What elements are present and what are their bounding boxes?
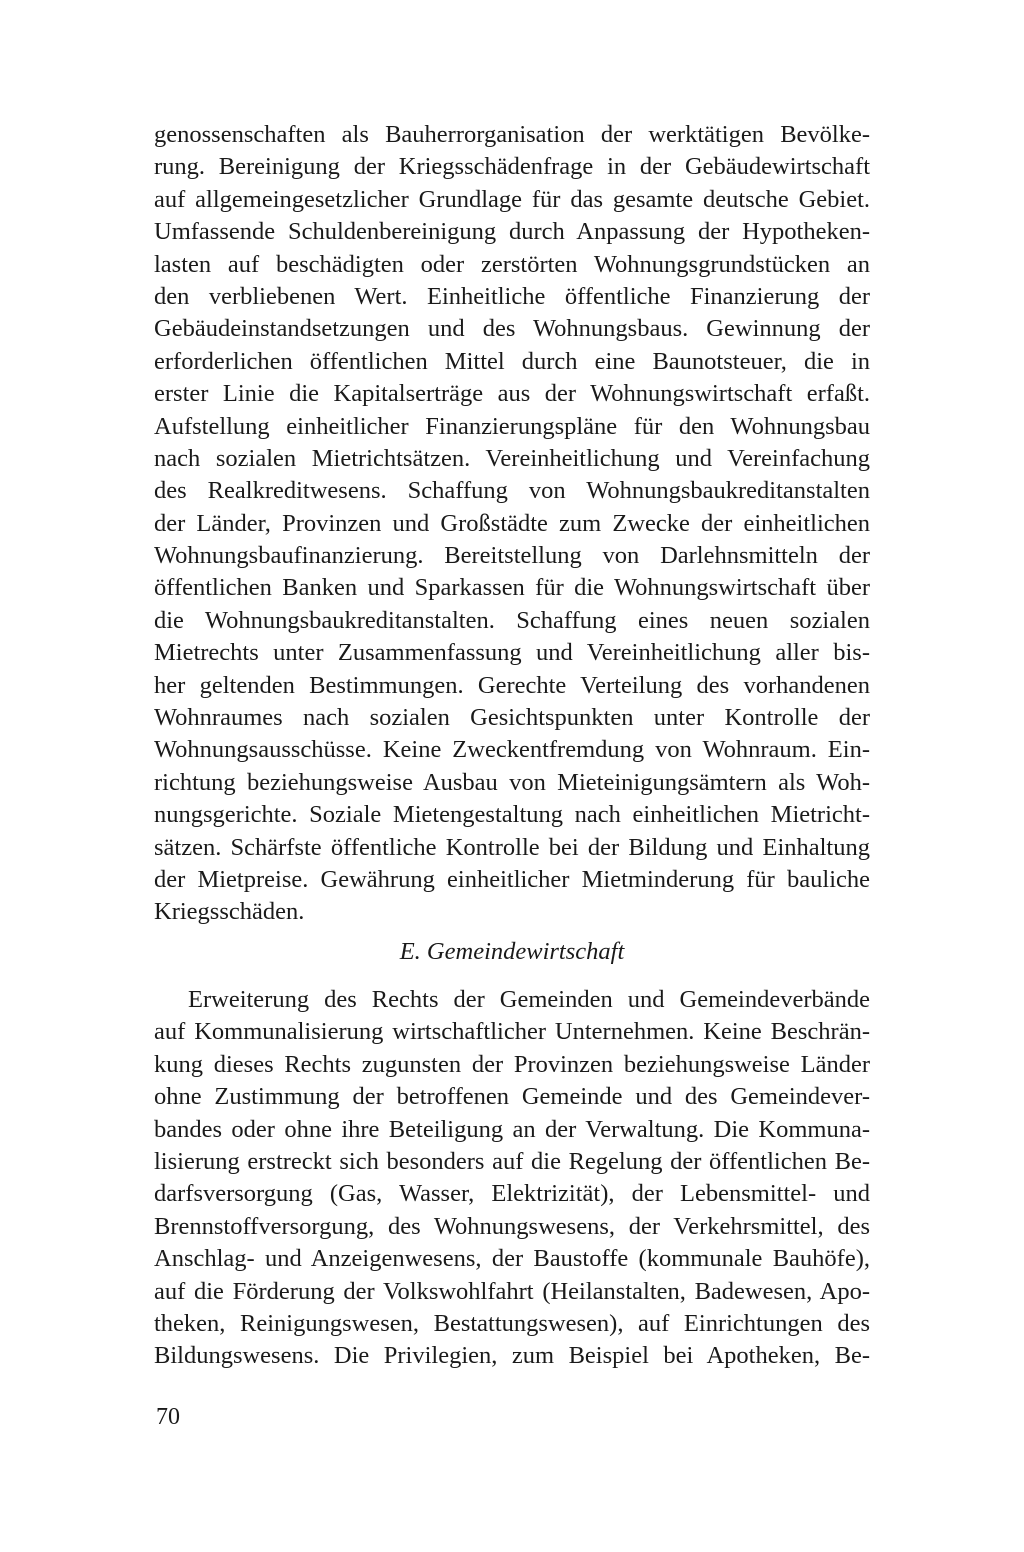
- text-line: Umfassende Schuldenbereinigung durch Anpassung der Hypotheken-: [154, 218, 870, 246]
- text-line: öffentlichen Banken und Sparkassen für die Wohnungswirtschaft über: [154, 574, 870, 602]
- text-line: richtung beziehungsweise Ausbau von Mieteinigungsämtern als Woh-: [154, 768, 870, 796]
- text-line: der Länder, Provinzen und Großstädte zum Zwecke der einheitlichen: [154, 509, 870, 537]
- text-line: auf allgemeingesetzlicher Grundlage für das gesamte deutsche Gebiet.: [154, 185, 870, 213]
- text-line: Wohnraumes nach sozialen Gesichtspunkten unter Kontrolle der: [154, 704, 870, 732]
- text-line: erforderlichen öffentlichen Mittel durch eine Baunotsteuer, die in: [154, 347, 870, 375]
- section-heading: E. Gemeindewirtschaft: [399, 938, 625, 965]
- text-line: auf die Förderung der Volkswohlfahrt (Heilanstalten, Badewesen, Apo-: [154, 1277, 870, 1305]
- text-line: Bildungswesens. Die Privilegien, zum Beispiel bei Apotheken, Be-: [154, 1342, 870, 1370]
- text-line: Brennstoffversorgung, des Wohnungswesens, der Verkehrsmittel, des: [154, 1212, 870, 1240]
- paragraph-municipal-economy: [154, 984, 870, 1373]
- text-line: erster Linie die Kapitalserträge aus der Wohnungswirtschaft erfaßt.: [154, 380, 870, 408]
- text-line: bandes oder ohne ihre Beteiligung an der Verwaltung. Die Kommuna-: [154, 1115, 870, 1143]
- text-line: Erweiterung des Rechts der Gemeinden und Gemeindeverbände: [188, 986, 870, 1013]
- text-line: den verbliebenen Wert. Einheitliche öffentliche Finanzierung der: [154, 282, 870, 310]
- text-line: die Wohnungsbaukreditanstalten. Schaffung eines neuen sozialen: [154, 606, 870, 634]
- paragraph-housing: [154, 119, 870, 929]
- text-line: Wohnungsausschüsse. Keine Zweckentfremdung von Wohnraum. Ein-: [154, 736, 870, 764]
- text-line: Anschlag- und Anzeigenwesens, der Baustoffe (kommunale Bauhöfe),: [154, 1245, 870, 1273]
- text-line: auf Kommunalisierung wirtschaftlicher Unternehmen. Keine Beschrän-: [154, 1018, 870, 1046]
- text-line: kung dieses Rechts zugunsten der Provinzen beziehungsweise Länder: [154, 1050, 870, 1078]
- text-line: Aufstellung einheitlicher Finanzierungspläne für den Wohnungsbau: [154, 412, 870, 440]
- text-line: des Realkreditwesens. Schaffung von Wohnungsbaukreditanstalten: [154, 477, 870, 505]
- page-number: 70: [156, 1404, 180, 1430]
- text-line: nungsgerichte. Soziale Mietengestaltung nach einheitlichen Mietricht-: [154, 801, 870, 829]
- text-line: Wohnungsbaufinanzierung. Bereitstellung von Darlehnsmitteln der: [154, 542, 870, 570]
- text-line: Gebäudeinstandsetzungen und des Wohnungsbaus. Gewinnung der: [154, 315, 870, 343]
- text-line: theken, Reinigungswesen, Bestattungswesen), auf Einrichtungen des: [154, 1309, 870, 1337]
- text-line: darfsversorgung (Gas, Wasser, Elektrizität), der Lebensmittel- und: [154, 1180, 870, 1208]
- text-line: lasten auf beschädigten oder zerstörten Wohnungsgrundstücken an: [154, 250, 870, 278]
- text-line: rung. Bereinigung der Kriegsschädenfrage in der Gebäudewirtschaft: [154, 153, 870, 181]
- text-line: der Mietpreise. Gewährung einheitlicher Mietminderung für bauliche: [154, 865, 870, 893]
- text-line: sätzen. Schärfste öffentliche Kontrolle bei der Bildung und Einhaltung: [154, 833, 870, 861]
- text-line: lisierung erstreckt sich besonders auf die Regelung der öffentlichen Be-: [154, 1147, 870, 1175]
- text-line: Kriegsschäden.: [154, 898, 305, 926]
- text-line: ohne Zustimmung der betroffenen Gemeinde und des Gemeindever-: [154, 1083, 870, 1111]
- text-line: her geltenden Bestimmungen. Gerechte Verteilung des vorhandenen: [154, 671, 870, 699]
- text-line: genossenschaften als Bauherrorganisation der werktätigen Bevölke-: [154, 121, 870, 148]
- text-line: nach sozialen Mietrichtsätzen. Vereinheitlichung und Vereinfachung: [154, 444, 870, 472]
- text-line: Mietrechts unter Zusammenfassung und Vereinheitlichung aller bis-: [154, 639, 870, 667]
